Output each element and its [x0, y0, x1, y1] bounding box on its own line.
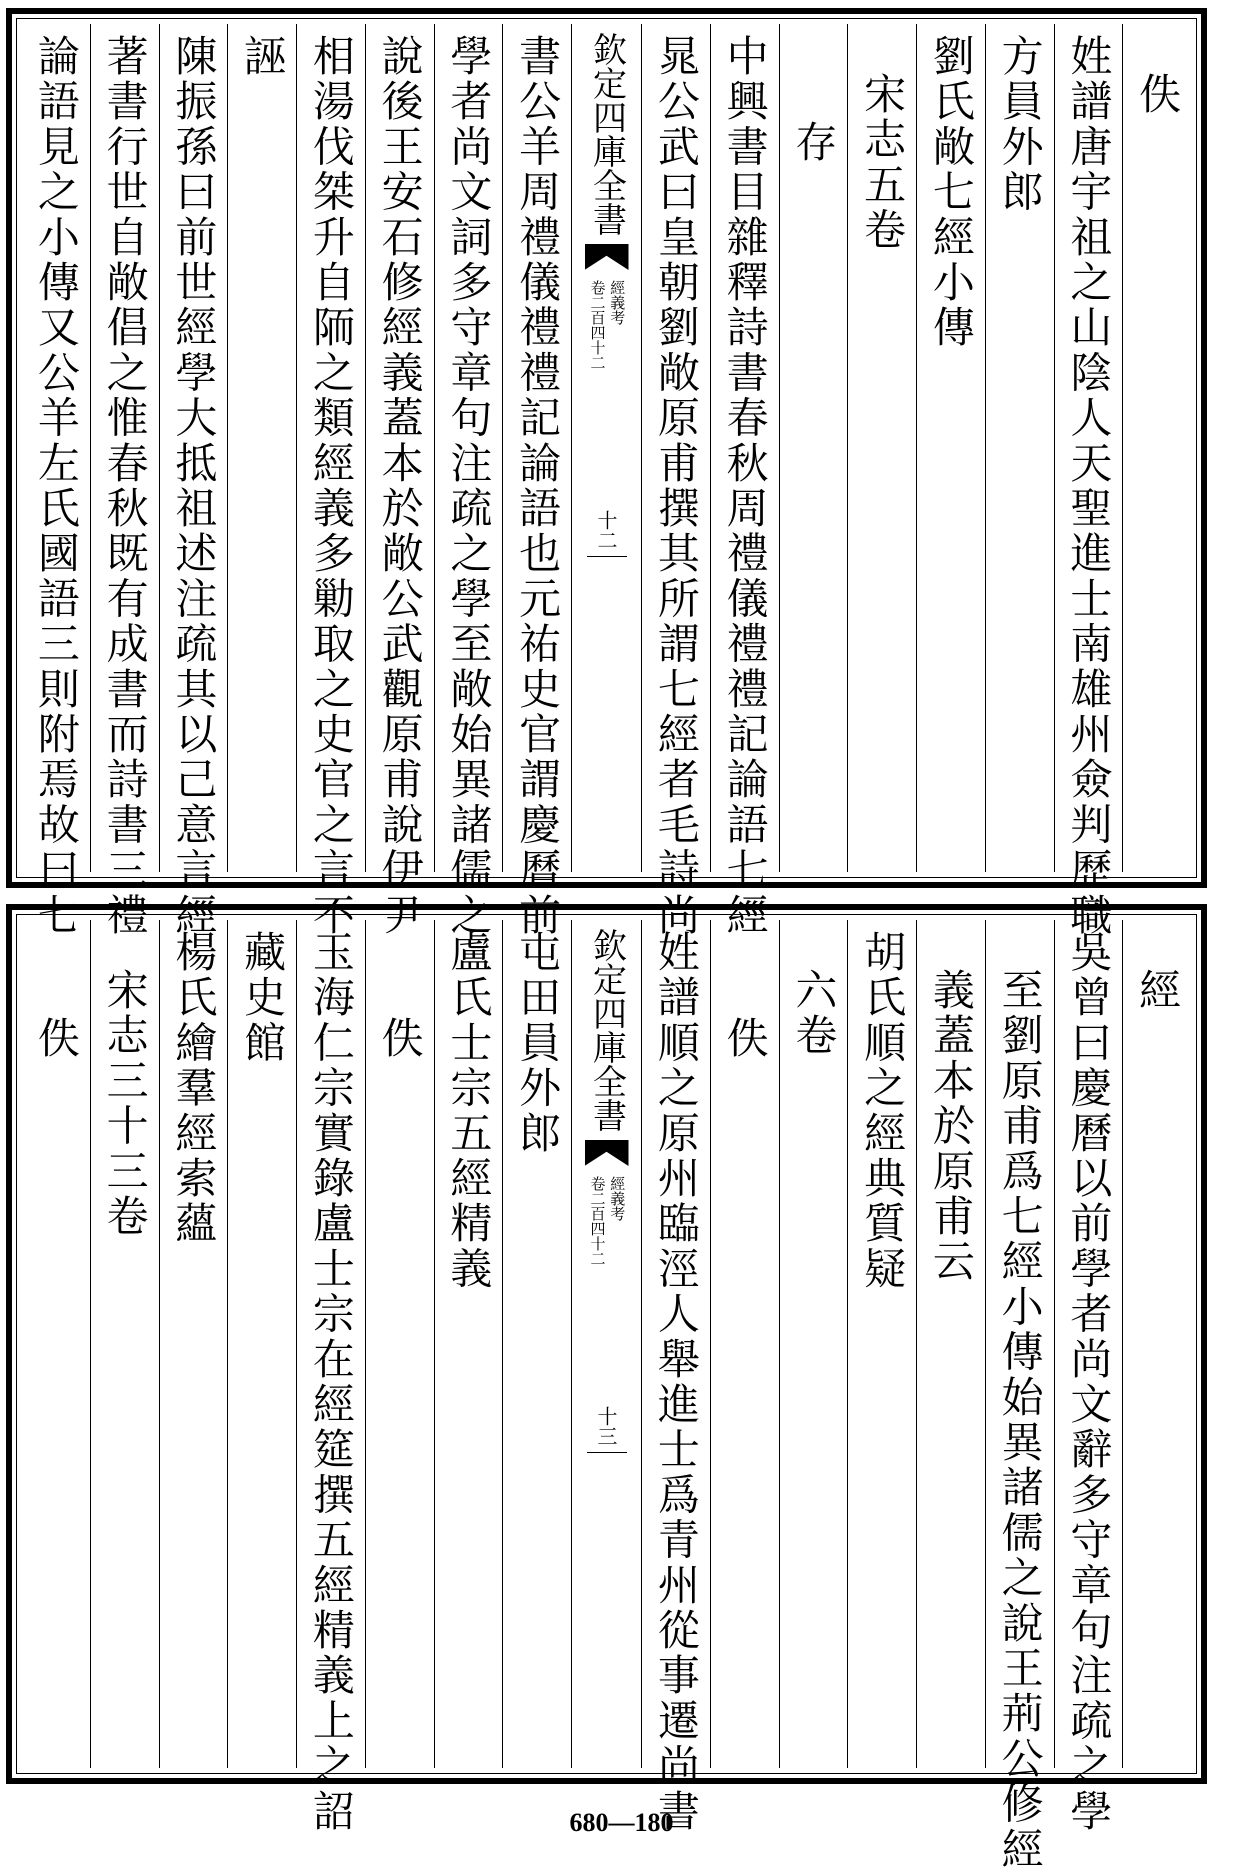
fold-book-title: 經義考: [608, 280, 627, 325]
body-text: 相湯伐桀升自陑之類經義多勦取之史官之言不: [306, 34, 356, 938]
text-column: [985, 920, 1054, 1872]
body-text: 姓譜唐宇祖之山陰人天聖進士南雄州僉判歷職: [1064, 34, 1114, 938]
fold-title: 欽定四庫全書: [586, 32, 627, 236]
body-text: 至劉原甫爲七經小傳始異諸儒之說王荊公修經: [995, 968, 1045, 1872]
text-column: [159, 24, 228, 938]
fish-tail-icon: [585, 244, 629, 270]
body-text: 玉海仁宗實錄盧士宗在經筵撰五經精義上之詔: [306, 930, 356, 1834]
text-column: [985, 24, 1054, 872]
top-page: [6, 8, 1207, 938]
body-text: 論語見之小傳又公羊左氏國語三則附焉故曰七: [31, 34, 81, 938]
text-column: [296, 920, 365, 1834]
body-text: 晁公武曰皇朝劉敞原甫撰其所謂七經者毛詩尚: [651, 34, 701, 938]
text-column: [710, 24, 779, 938]
fold-divider: [587, 556, 627, 557]
volume-count: 宋志三十三卷: [100, 968, 150, 1240]
body-text: 著書行世自敞倡之惟春秋既有成書而詩書三禮: [100, 34, 150, 938]
text-column: [434, 24, 503, 938]
body-text: 學者尚文詞多守章句注疏之學至敞始異諸儒之: [444, 34, 494, 938]
volume-count: 宋志五卷: [858, 72, 908, 253]
text-column: [916, 24, 985, 872]
text-column: [159, 920, 228, 1768]
fish-tail-icon: [585, 1140, 629, 1166]
page-number-footer: 680—180: [569, 1808, 674, 1837]
text-column: [1122, 920, 1191, 1768]
fold-page-number: 十二: [594, 510, 618, 550]
text-column: [296, 24, 365, 938]
text-column: [227, 920, 296, 1768]
classifier-label: 經: [1133, 968, 1183, 1014]
status-lost: 佚: [720, 1016, 770, 1062]
body-text: 姓譜順之原州臨涇人舉進士爲青州從事遷尚書: [651, 930, 701, 1834]
body-text: 誣: [238, 34, 288, 80]
center-fold: [571, 24, 641, 872]
body-text: 說後王安石修經義蓋本於敞公武觀原甫說伊尹: [375, 34, 425, 938]
text-column: [90, 24, 159, 938]
fold-volume: 卷二百四十二: [588, 1176, 607, 1266]
fold-page-number: 十三: [594, 1406, 618, 1446]
body-text: 書公羊周禮儀禮禮記論語也元祐史官謂慶曆前: [513, 34, 563, 938]
top-columns: [22, 24, 1191, 938]
text-column: [641, 24, 710, 938]
text-column: [779, 920, 848, 1768]
body-text: 陳振孫曰前世經學大抵祖述注疏其以己意言經: [169, 34, 219, 938]
text-column: [502, 920, 571, 1768]
entry-heading: 盧氏士宗五經精義: [444, 930, 494, 1292]
entry-heading: 劉氏敞七經小傳: [926, 34, 976, 351]
body-text: 義蓋本於原甫云: [926, 968, 976, 1285]
body-text: 吳曾曰慶曆以前學者尚文辭多守章句注疏之學: [1064, 930, 1114, 1834]
text-column: [227, 24, 296, 872]
text-column: [365, 24, 434, 938]
text-column: [1122, 24, 1191, 872]
body-text: 屯田員外郎: [513, 930, 563, 1156]
status-lost: 佚: [1133, 72, 1183, 118]
fold-divider: [587, 1452, 627, 1453]
text-column: [502, 24, 571, 938]
body-text: 藏史館: [238, 930, 288, 1066]
text-column: [847, 24, 916, 872]
entry-heading: 楊氏繪羣經索蘊: [169, 930, 219, 1247]
text-column: [1054, 24, 1123, 938]
text-column: [847, 920, 916, 1768]
entry-heading: 胡氏順之經典質疑: [858, 930, 908, 1292]
fold-volume: 卷二百四十二: [588, 280, 607, 370]
text-column: [434, 920, 503, 1768]
text-column: [22, 920, 90, 1768]
center-fold: [571, 920, 641, 1768]
status-lost: 佚: [31, 1016, 81, 1062]
text-column: [916, 920, 985, 1768]
text-column: [710, 920, 779, 1768]
volume-count: 六卷: [789, 968, 839, 1059]
body-text: 中興書目雜釋詩書春秋周禮儀禮禮記論語七經: [720, 34, 770, 938]
fold-title: 欽定四庫全書: [586, 928, 627, 1132]
text-column: [641, 920, 710, 1834]
text-column: [365, 920, 434, 1768]
body-text: 方員外郎: [995, 34, 1045, 215]
text-column: [22, 24, 90, 938]
text-column: [90, 920, 159, 1768]
fold-book-title: 經義考: [608, 1176, 627, 1221]
status-extant: 存: [789, 120, 839, 166]
text-column: [779, 24, 848, 872]
text-column: [1054, 920, 1123, 1834]
status-lost: 佚: [375, 1016, 425, 1062]
